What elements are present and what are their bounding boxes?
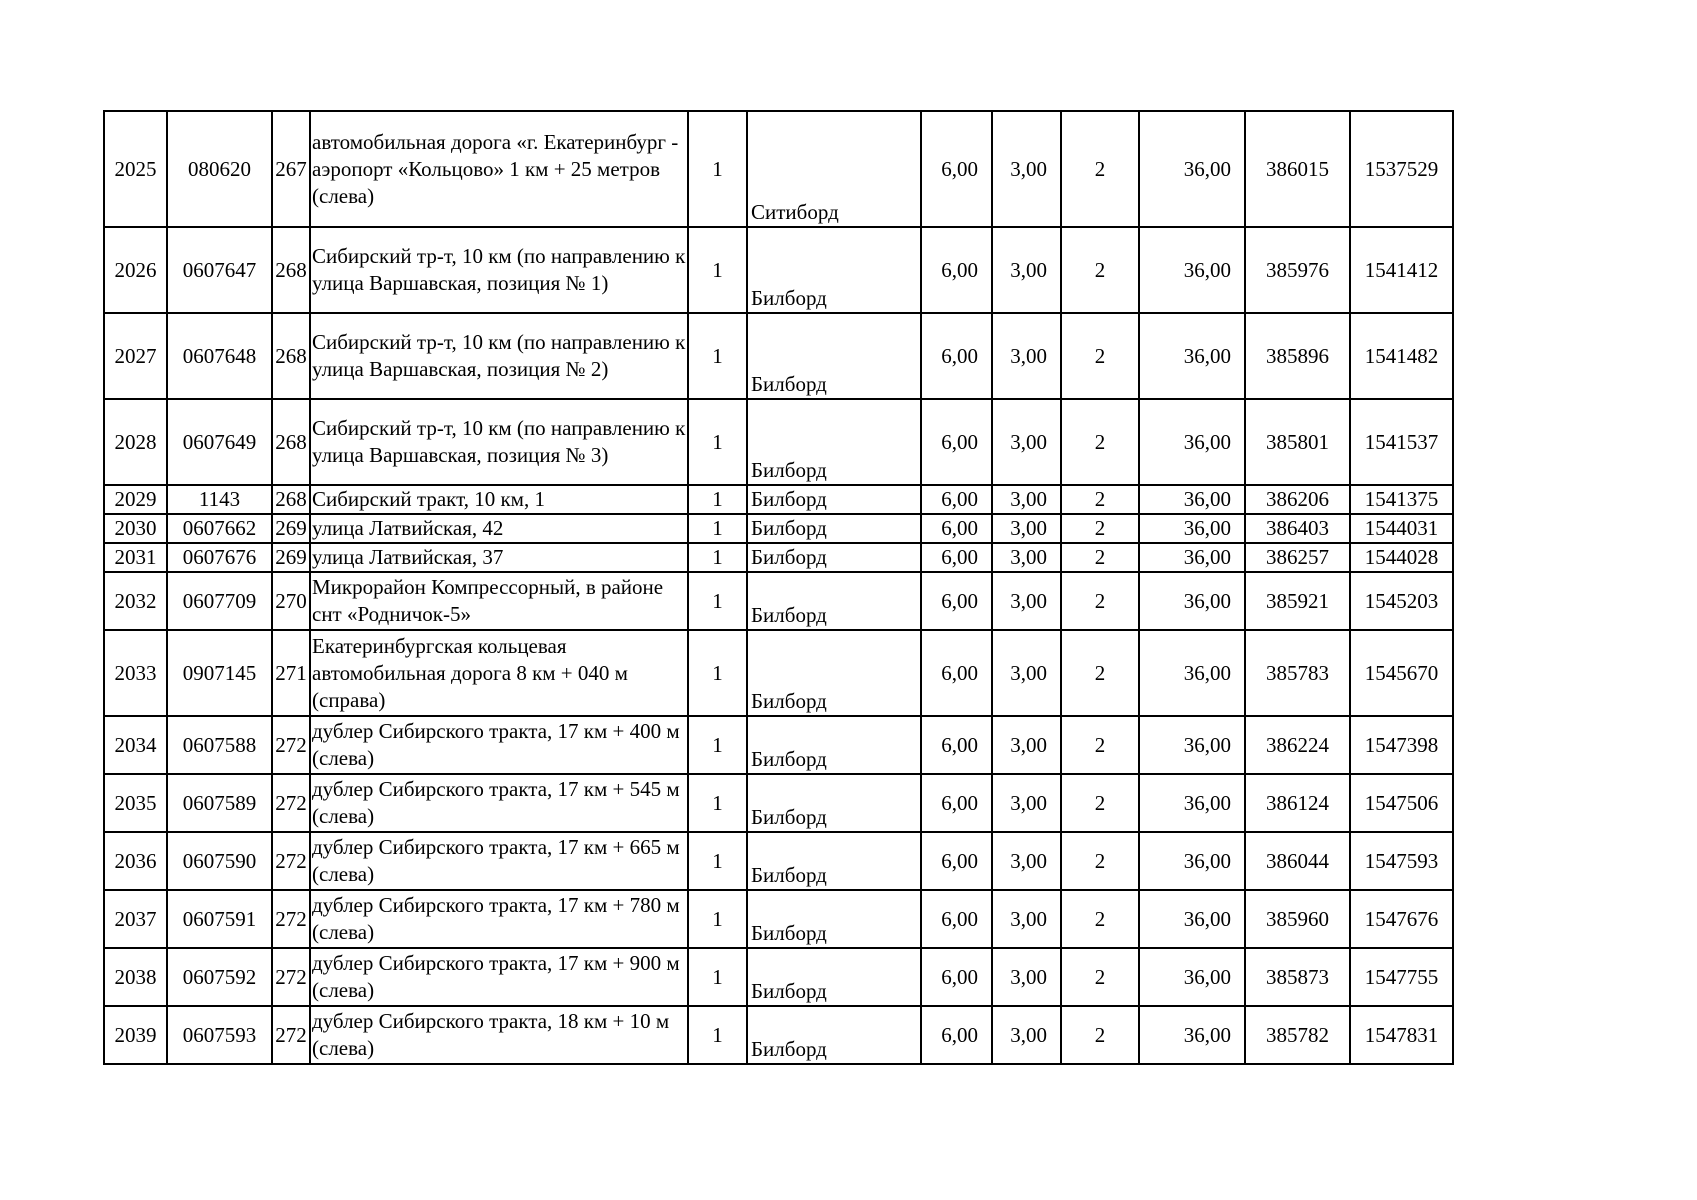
sides-count: 1 — [688, 399, 747, 485]
construction-type: Билборд — [747, 572, 921, 630]
address: улица Латвийская, 42 — [310, 514, 688, 543]
sides-count: 1 — [688, 832, 747, 890]
coordinate-x: 385782 — [1245, 1006, 1350, 1064]
row-number: 2035 — [104, 774, 167, 832]
field-width: 6,00 — [921, 543, 992, 572]
coordinate-y: 1544028 — [1350, 543, 1453, 572]
field-height: 3,00 — [992, 485, 1061, 514]
row-number: 2032 — [104, 572, 167, 630]
field-width: 6,00 — [921, 485, 992, 514]
field-height: 3,00 — [992, 111, 1061, 227]
field-count: 2 — [1061, 399, 1139, 485]
sides-count: 1 — [688, 716, 747, 774]
construction-type: Билборд — [747, 399, 921, 485]
construction-code: 0607676 — [167, 543, 272, 572]
coordinate-y: 1547831 — [1350, 1006, 1453, 1064]
address: Екатеринбургская кольцевая автомобильная дорога 8 км + 040 м (справа) — [310, 630, 688, 716]
field-count: 2 — [1061, 543, 1139, 572]
field-width: 6,00 — [921, 572, 992, 630]
address: дублер Сибирского тракта, 17 км + 545 м (слева) — [310, 774, 688, 832]
row-number: 2038 — [104, 948, 167, 1006]
field-width: 6,00 — [921, 399, 992, 485]
construction-code: 080620 — [167, 111, 272, 227]
address: дублер Сибирского тракта, 17 км + 665 м (слева) — [310, 832, 688, 890]
construction-type: Билборд — [747, 630, 921, 716]
row-number: 2030 — [104, 514, 167, 543]
coordinate-y: 1541375 — [1350, 485, 1453, 514]
table-row — [104, 630, 1453, 716]
coordinate-x: 385960 — [1245, 890, 1350, 948]
total-area: 36,00 — [1139, 832, 1245, 890]
construction-type: Билборд — [747, 716, 921, 774]
sides-count: 1 — [688, 227, 747, 313]
table-row — [104, 572, 1453, 630]
field-width: 6,00 — [921, 111, 992, 227]
row-number: 2033 — [104, 630, 167, 716]
address: Микрорайон Компрессорный, в районе снт «Родничок-5» — [310, 572, 688, 630]
coordinate-y: 1545670 — [1350, 630, 1453, 716]
field-count: 2 — [1061, 948, 1139, 1006]
field-height: 3,00 — [992, 716, 1061, 774]
field-width: 6,00 — [921, 890, 992, 948]
coordinate-y: 1541537 — [1350, 399, 1453, 485]
construction-type: Билборд — [747, 543, 921, 572]
construction-type: Билборд — [747, 313, 921, 399]
zone-number: 269 — [272, 514, 310, 543]
sides-count: 1 — [688, 1006, 747, 1064]
row-number: 2036 — [104, 832, 167, 890]
sides-count: 1 — [688, 774, 747, 832]
construction-type: Билборд — [747, 948, 921, 1006]
zone-number: 272 — [272, 774, 310, 832]
table-row — [104, 313, 1453, 399]
total-area: 36,00 — [1139, 399, 1245, 485]
coordinate-x: 385976 — [1245, 227, 1350, 313]
construction-type: Билборд — [747, 832, 921, 890]
coordinate-x: 385801 — [1245, 399, 1350, 485]
row-number: 2034 — [104, 716, 167, 774]
zone-number: 268 — [272, 399, 310, 485]
zone-number: 272 — [272, 832, 310, 890]
table-row — [104, 227, 1453, 313]
field-height: 3,00 — [992, 1006, 1061, 1064]
sides-count: 1 — [688, 543, 747, 572]
table-row — [104, 111, 1453, 227]
coordinate-y: 1537529 — [1350, 111, 1453, 227]
construction-type: Ситиборд — [747, 111, 921, 227]
total-area: 36,00 — [1139, 572, 1245, 630]
zone-number: 267 — [272, 111, 310, 227]
construction-code: 0607648 — [167, 313, 272, 399]
construction-code: 0607588 — [167, 716, 272, 774]
zone-number: 272 — [272, 716, 310, 774]
field-width: 6,00 — [921, 1006, 992, 1064]
zone-number: 268 — [272, 485, 310, 514]
total-area: 36,00 — [1139, 485, 1245, 514]
field-height: 3,00 — [992, 227, 1061, 313]
construction-code: 0607709 — [167, 572, 272, 630]
sides-count: 1 — [688, 572, 747, 630]
address: Сибирский тр-т, 10 км (по направлению к улица Варшавская, позиция № 3) — [310, 399, 688, 485]
field-height: 3,00 — [992, 948, 1061, 1006]
table-row — [104, 832, 1453, 890]
zone-number: 268 — [272, 313, 310, 399]
zone-number: 272 — [272, 948, 310, 1006]
address: Сибирский тр-т, 10 км (по направлению к улица Варшавская, позиция № 2) — [310, 313, 688, 399]
coordinate-x: 386224 — [1245, 716, 1350, 774]
coordinate-x: 385873 — [1245, 948, 1350, 1006]
coordinate-x: 386257 — [1245, 543, 1350, 572]
coordinate-y: 1547506 — [1350, 774, 1453, 832]
coordinate-x: 386206 — [1245, 485, 1350, 514]
zone-number: 268 — [272, 227, 310, 313]
coordinate-x: 386403 — [1245, 514, 1350, 543]
coordinate-y: 1541412 — [1350, 227, 1453, 313]
coordinate-x: 385921 — [1245, 572, 1350, 630]
sides-count: 1 — [688, 111, 747, 227]
construction-code: 0607647 — [167, 227, 272, 313]
table-row — [104, 890, 1453, 948]
total-area: 36,00 — [1139, 890, 1245, 948]
construction-code: 0607590 — [167, 832, 272, 890]
table-row — [104, 1006, 1453, 1064]
sides-count: 1 — [688, 890, 747, 948]
construction-type: Билборд — [747, 890, 921, 948]
coordinate-x: 386124 — [1245, 774, 1350, 832]
total-area: 36,00 — [1139, 543, 1245, 572]
field-height: 3,00 — [992, 572, 1061, 630]
field-width: 6,00 — [921, 832, 992, 890]
coordinate-y: 1541482 — [1350, 313, 1453, 399]
field-count: 2 — [1061, 890, 1139, 948]
field-height: 3,00 — [992, 514, 1061, 543]
table-row — [104, 774, 1453, 832]
total-area: 36,00 — [1139, 313, 1245, 399]
zone-number: 272 — [272, 1006, 310, 1064]
coordinate-x: 385783 — [1245, 630, 1350, 716]
construction-code: 0607649 — [167, 399, 272, 485]
field-height: 3,00 — [992, 313, 1061, 399]
construction-type: Билборд — [747, 227, 921, 313]
zone-number: 271 — [272, 630, 310, 716]
address: дублер Сибирского тракта, 17 км + 400 м (слева) — [310, 716, 688, 774]
construction-code: 0907145 — [167, 630, 272, 716]
address: Сибирский тр-т, 10 км (по направлению к улица Варшавская, позиция № 1) — [310, 227, 688, 313]
field-width: 6,00 — [921, 313, 992, 399]
zone-number: 270 — [272, 572, 310, 630]
sides-count: 1 — [688, 630, 747, 716]
field-height: 3,00 — [992, 399, 1061, 485]
coordinate-x: 385896 — [1245, 313, 1350, 399]
row-number: 2037 — [104, 890, 167, 948]
total-area: 36,00 — [1139, 774, 1245, 832]
billboard-registry-table — [103, 110, 1454, 1065]
total-area: 36,00 — [1139, 630, 1245, 716]
coordinate-y: 1544031 — [1350, 514, 1453, 543]
field-height: 3,00 — [992, 832, 1061, 890]
row-number: 2025 — [104, 111, 167, 227]
row-number: 2039 — [104, 1006, 167, 1064]
field-count: 2 — [1061, 485, 1139, 514]
coordinate-y: 1547755 — [1350, 948, 1453, 1006]
field-height: 3,00 — [992, 890, 1061, 948]
total-area: 36,00 — [1139, 716, 1245, 774]
construction-type: Билборд — [747, 1006, 921, 1064]
table-row — [104, 716, 1453, 774]
field-width: 6,00 — [921, 227, 992, 313]
construction-code: 0607589 — [167, 774, 272, 832]
row-number: 2028 — [104, 399, 167, 485]
coordinate-y: 1547398 — [1350, 716, 1453, 774]
total-area: 36,00 — [1139, 1006, 1245, 1064]
address: дублер Сибирского тракта, 17 км + 780 м (слева) — [310, 890, 688, 948]
field-count: 2 — [1061, 111, 1139, 227]
row-number: 2031 — [104, 543, 167, 572]
row-number: 2027 — [104, 313, 167, 399]
field-height: 3,00 — [992, 630, 1061, 716]
total-area: 36,00 — [1139, 227, 1245, 313]
address: дублер Сибирского тракта, 18 км + 10 м (слева) — [310, 1006, 688, 1064]
construction-code: 0607593 — [167, 1006, 272, 1064]
coordinate-y: 1547676 — [1350, 890, 1453, 948]
construction-type: Билборд — [747, 774, 921, 832]
address: Сибирский тракт, 10 км, 1 — [310, 485, 688, 514]
table-row — [104, 514, 1453, 543]
field-height: 3,00 — [992, 543, 1061, 572]
construction-code: 0607662 — [167, 514, 272, 543]
construction-type: Билборд — [747, 485, 921, 514]
total-area: 36,00 — [1139, 111, 1245, 227]
sides-count: 1 — [688, 313, 747, 399]
field-count: 2 — [1061, 572, 1139, 630]
field-width: 6,00 — [921, 716, 992, 774]
field-count: 2 — [1061, 774, 1139, 832]
sides-count: 1 — [688, 514, 747, 543]
field-width: 6,00 — [921, 630, 992, 716]
address: улица Латвийская, 37 — [310, 543, 688, 572]
table-body — [104, 111, 1453, 1064]
table-row — [104, 543, 1453, 572]
table-row — [104, 399, 1453, 485]
field-count: 2 — [1061, 716, 1139, 774]
construction-type: Билборд — [747, 514, 921, 543]
sides-count: 1 — [688, 948, 747, 1006]
total-area: 36,00 — [1139, 514, 1245, 543]
row-number: 2026 — [104, 227, 167, 313]
sides-count: 1 — [688, 485, 747, 514]
address: дублер Сибирского тракта, 17 км + 900 м (слева) — [310, 948, 688, 1006]
zone-number: 269 — [272, 543, 310, 572]
field-count: 2 — [1061, 832, 1139, 890]
zone-number: 272 — [272, 890, 310, 948]
field-width: 6,00 — [921, 774, 992, 832]
coordinate-y: 1547593 — [1350, 832, 1453, 890]
field-height: 3,00 — [992, 774, 1061, 832]
field-count: 2 — [1061, 1006, 1139, 1064]
total-area: 36,00 — [1139, 948, 1245, 1006]
field-count: 2 — [1061, 630, 1139, 716]
construction-code: 1143 — [167, 485, 272, 514]
construction-code: 0607591 — [167, 890, 272, 948]
field-count: 2 — [1061, 227, 1139, 313]
construction-code: 0607592 — [167, 948, 272, 1006]
row-number: 2029 — [104, 485, 167, 514]
coordinate-y: 1545203 — [1350, 572, 1453, 630]
coordinate-x: 386044 — [1245, 832, 1350, 890]
address: автомобильная дорога «г. Екатеринбург - аэропорт «Кольцово» 1 км + 25 метров (слева) — [310, 111, 688, 227]
field-count: 2 — [1061, 514, 1139, 543]
coordinate-x: 386015 — [1245, 111, 1350, 227]
table-row — [104, 948, 1453, 1006]
field-width: 6,00 — [921, 948, 992, 1006]
field-width: 6,00 — [921, 514, 992, 543]
field-count: 2 — [1061, 313, 1139, 399]
table-row — [104, 485, 1453, 514]
